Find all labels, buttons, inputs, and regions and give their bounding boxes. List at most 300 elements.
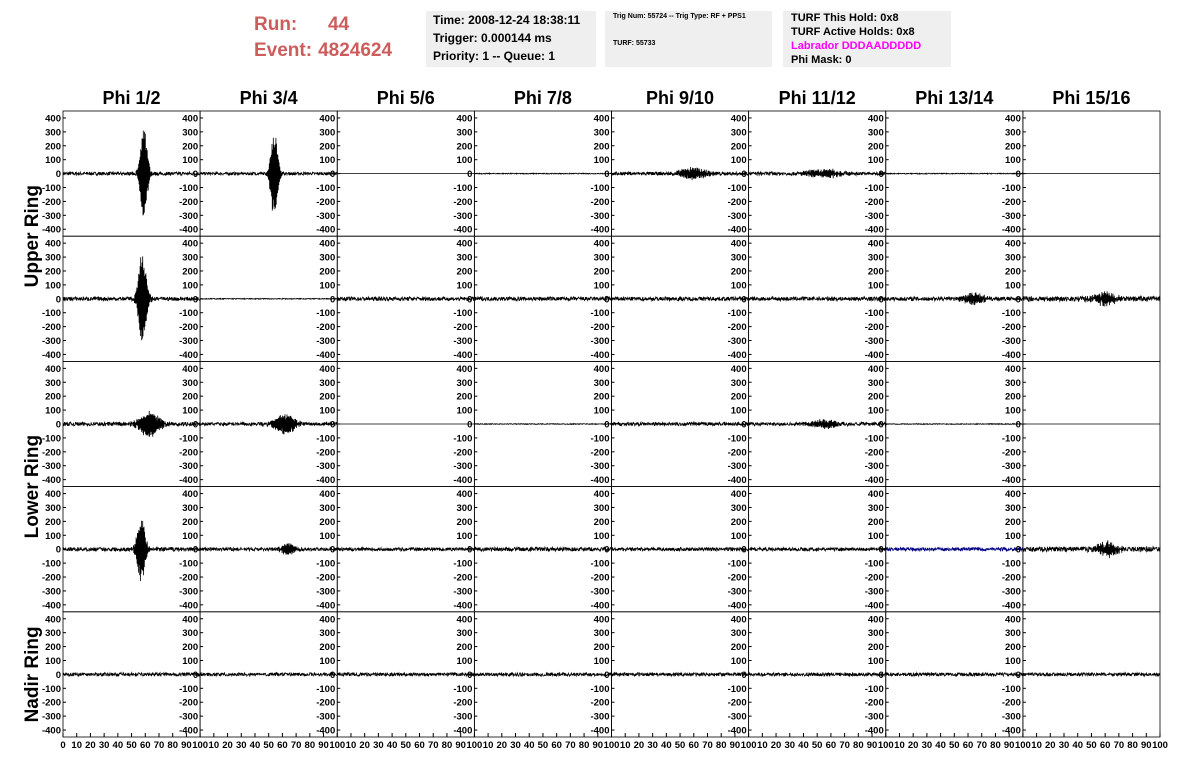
y-tick-label: 300 — [593, 127, 610, 139]
x-tick-label: 30 — [784, 740, 796, 751]
waveform-trace — [612, 167, 749, 180]
waveform-trace — [200, 414, 337, 434]
y-tick-label: -400 — [590, 224, 610, 236]
y-tick-label: -400 — [179, 475, 199, 487]
column-header: Phi 15/16 — [1052, 88, 1131, 108]
x-tick-label: 90 — [1140, 740, 1152, 751]
waveform-trace — [749, 673, 886, 676]
column-header: Phi 5/6 — [376, 88, 435, 108]
y-tick-label: 300 — [730, 628, 747, 640]
y-tick-label: 0 — [192, 419, 199, 431]
y-tick-label: -200 — [179, 196, 199, 208]
x-tick-label: 70 — [702, 740, 713, 751]
y-tick-label: 400 — [730, 614, 747, 626]
y-tick-label: -200 — [1001, 196, 1021, 208]
waveform-trace — [474, 673, 611, 676]
x-tick-label: 90 — [181, 740, 192, 751]
y-tick-label: -200 — [453, 322, 473, 334]
y-tick-label: 100 — [730, 155, 747, 167]
y-tick-label: 400 — [319, 363, 336, 375]
y-tick-label: 300 — [456, 628, 473, 640]
x-tick-label: 20 — [1045, 740, 1056, 751]
y-tick-label: -100 — [179, 433, 199, 445]
y-tick-label: -200 — [316, 322, 336, 334]
y-tick-label: 100 — [593, 155, 610, 167]
x-tick-label: 20 — [633, 740, 645, 751]
x-tick-label: 20 — [85, 740, 96, 751]
y-tick-label: 0 — [192, 294, 199, 306]
y-tick-label: -100 — [1001, 433, 1021, 445]
waveform-trace — [474, 547, 611, 551]
y-tick-label: 300 — [1005, 628, 1021, 640]
x-tick-label: 20 — [359, 740, 370, 751]
y-tick-label: 100 — [319, 155, 336, 167]
y-tick-label: -200 — [1001, 697, 1021, 709]
y-tick-label: 100 — [182, 155, 199, 167]
waveform-trace — [612, 548, 749, 551]
x-tick-label: 80 — [304, 740, 316, 751]
y-tick-label: 100 — [45, 655, 61, 667]
y-tick-label: 100 — [730, 655, 747, 667]
y-tick-label: 0 — [1015, 169, 1021, 181]
y-tick-label: 200 — [1005, 642, 1021, 654]
y-tick-label: 200 — [730, 266, 747, 278]
y-tick-label: 0 — [467, 169, 473, 181]
phi-mask-text: Phi Mask: 0 — [791, 54, 852, 66]
y-tick-label: 400 — [319, 113, 336, 125]
y-tick-label: 200 — [45, 391, 61, 403]
y-tick-label: 100 — [182, 655, 199, 667]
x-tick-label: 10 — [757, 740, 768, 751]
y-tick-label: -300 — [864, 586, 884, 598]
y-tick-label: -300 — [179, 586, 199, 598]
y-tick-label: 400 — [182, 489, 199, 501]
y-tick-label: 200 — [1005, 391, 1021, 403]
y-tick-label: 200 — [456, 642, 473, 654]
y-tick-label: 100 — [593, 530, 610, 542]
y-tick-label: 100 — [319, 530, 336, 542]
y-tick-label: 0 — [192, 669, 199, 681]
y-tick-label: 100 — [730, 280, 747, 292]
x-tick-label: 40 — [935, 740, 946, 751]
y-tick-label: 100 — [867, 405, 884, 417]
y-tick-label: -300 — [316, 336, 336, 348]
waveform-trace — [886, 292, 1023, 305]
y-tick-label: 100 — [182, 280, 199, 292]
y-tick-label: -100 — [1001, 183, 1021, 195]
x-tick-label: 90 — [1003, 740, 1015, 751]
y-tick-label: 400 — [456, 238, 473, 250]
x-tick-label: 100 — [603, 740, 620, 751]
x-tick-label: 100 — [1152, 740, 1168, 751]
y-tick-label: 400 — [456, 489, 473, 501]
x-tick-label: 100 — [877, 740, 894, 751]
y-tick-label: 400 — [456, 113, 473, 125]
y-tick-label: 0 — [741, 294, 747, 306]
y-tick-label: 200 — [730, 141, 747, 153]
y-tick-label: -400 — [41, 224, 61, 236]
x-tick-label: 80 — [441, 740, 453, 751]
y-tick-label: 400 — [867, 614, 884, 626]
y-tick-label: -300 — [727, 336, 747, 348]
y-tick-label: 0 — [1015, 669, 1021, 681]
y-tick-label: 0 — [878, 544, 884, 556]
y-tick-label: 0 — [55, 544, 61, 556]
x-tick-label: 80 — [167, 740, 178, 751]
y-tick-label: -300 — [453, 461, 473, 473]
y-tick-label: -400 — [1001, 349, 1021, 361]
y-tick-label: -400 — [453, 725, 473, 737]
y-tick-label: -100 — [453, 183, 473, 195]
y-tick-label: 300 — [1005, 502, 1021, 514]
y-tick-label: -400 — [41, 725, 61, 737]
y-tick-label: -100 — [727, 183, 747, 195]
y-tick-label: -100 — [590, 558, 610, 570]
y-tick-label: 0 — [329, 669, 336, 681]
y-tick-label: -200 — [590, 196, 610, 208]
x-tick-label: 80 — [578, 740, 590, 751]
y-tick-label: 300 — [45, 127, 61, 139]
ring-label: Upper Ring — [22, 185, 43, 288]
y-tick-label: -200 — [41, 697, 61, 709]
y-tick-label: -100 — [179, 183, 199, 195]
y-tick-label: 0 — [741, 169, 747, 181]
y-tick-label: 0 — [55, 669, 61, 681]
y-tick-label: 400 — [1005, 614, 1021, 626]
y-tick-label: -300 — [590, 336, 610, 348]
y-tick-label: -200 — [1001, 572, 1021, 584]
y-tick-label: 0 — [192, 544, 199, 556]
y-tick-label: 200 — [1005, 516, 1021, 528]
y-tick-label: -300 — [727, 461, 747, 473]
y-tick-label: -300 — [316, 586, 336, 598]
y-tick-label: 100 — [867, 530, 884, 542]
y-tick-label: 100 — [319, 405, 336, 417]
y-tick-label: -200 — [590, 322, 610, 334]
y-tick-label: -200 — [316, 697, 336, 709]
y-tick-label: 200 — [45, 516, 61, 528]
y-tick-label: -400 — [453, 600, 473, 612]
y-tick-label: -400 — [590, 475, 610, 487]
y-tick-label: 0 — [329, 294, 336, 306]
x-tick-label: 50 — [126, 740, 137, 751]
y-tick-label: 100 — [319, 280, 336, 292]
y-tick-label: 200 — [319, 516, 336, 528]
y-tick-label: -100 — [41, 183, 61, 195]
y-tick-label: 100 — [456, 405, 473, 417]
y-tick-label: 200 — [45, 642, 61, 654]
y-tick-label: -300 — [453, 210, 473, 222]
x-tick-label: 70 — [976, 740, 988, 751]
y-tick-label: 300 — [730, 502, 747, 514]
y-tick-label: 0 — [192, 169, 199, 181]
column-header: Phi 3/4 — [239, 88, 298, 108]
waveform-trace — [200, 543, 337, 555]
y-tick-label: -100 — [41, 433, 61, 445]
x-tick-label: 20 — [496, 740, 508, 751]
waveform-trace — [63, 673, 200, 676]
y-tick-label: 0 — [55, 169, 61, 181]
x-tick-label: 70 — [1113, 740, 1125, 751]
y-tick-label: 400 — [730, 363, 747, 375]
y-tick-label: -100 — [179, 308, 199, 320]
turf-num-text: TURF: 55733 — [613, 40, 656, 47]
column-header: Phi 7/8 — [513, 88, 572, 108]
y-tick-label: -200 — [590, 697, 610, 709]
y-tick-label: 100 — [45, 155, 61, 167]
y-tick-label: 0 — [604, 669, 610, 681]
y-tick-label: -100 — [41, 683, 61, 695]
y-tick-label: -400 — [727, 600, 747, 612]
y-tick-label: 100 — [319, 655, 336, 667]
waveform-trace — [612, 422, 749, 425]
y-tick-label: -300 — [864, 210, 884, 222]
y-tick-label: -100 — [1001, 558, 1021, 570]
x-tick-label: 90 — [318, 740, 329, 751]
y-tick-label: 100 — [730, 405, 747, 417]
y-tick-label: 300 — [593, 502, 610, 514]
column-header: Phi 11/12 — [778, 88, 856, 108]
y-tick-label: -100 — [727, 433, 747, 445]
y-tick-label: -400 — [453, 224, 473, 236]
y-tick-label: 200 — [45, 141, 61, 153]
waveform-trace — [474, 297, 611, 301]
y-tick-label: 300 — [593, 377, 610, 389]
trigger-text: Trigger: 0.000144 ms — [433, 31, 552, 45]
y-tick-label: -300 — [1001, 711, 1021, 723]
x-tick-label: 100 — [740, 740, 757, 751]
y-tick-label: -100 — [864, 558, 884, 570]
x-tick-label: 100 — [192, 740, 209, 751]
y-tick-label: -300 — [41, 336, 61, 348]
ring-label: Lower Ring — [22, 434, 43, 539]
y-tick-label: -200 — [453, 196, 473, 208]
x-tick-label: 30 — [1058, 740, 1070, 751]
y-tick-label: 300 — [1005, 377, 1021, 389]
y-tick-label: 400 — [867, 363, 884, 375]
y-tick-label: 400 — [1005, 363, 1021, 375]
x-tick-label: 30 — [373, 740, 384, 751]
y-tick-label: 0 — [741, 669, 747, 681]
y-tick-label: -200 — [453, 447, 473, 459]
y-tick-label: 300 — [456, 377, 473, 389]
y-tick-label: 400 — [593, 238, 610, 250]
y-tick-label: 0 — [1015, 419, 1021, 431]
y-tick-label: 200 — [730, 642, 747, 654]
y-tick-label: 300 — [182, 377, 199, 389]
column-header: Phi 9/10 — [646, 88, 715, 108]
y-tick-label: 0 — [467, 544, 473, 556]
waveform-trace — [200, 298, 337, 299]
y-tick-label: -200 — [864, 572, 884, 584]
y-tick-label: -400 — [864, 224, 884, 236]
y-tick-label: 100 — [867, 280, 884, 292]
y-tick-label: 200 — [182, 391, 199, 403]
y-tick-label: 200 — [593, 391, 610, 403]
y-tick-label: 300 — [319, 252, 336, 264]
x-tick-label: 30 — [98, 740, 110, 751]
y-tick-label: 200 — [867, 516, 884, 528]
y-tick-label: 0 — [878, 669, 884, 681]
y-tick-label: -100 — [316, 183, 336, 195]
y-tick-label: 300 — [730, 127, 747, 139]
x-tick-label: 40 — [112, 740, 124, 751]
x-tick-label: 60 — [825, 740, 837, 751]
x-tick-label: 70 — [565, 740, 576, 751]
trig-num-text: Trig Num: 55724 -- Trig Type: RF + PPS1 — [613, 13, 746, 20]
y-tick-label: 300 — [593, 628, 610, 640]
x-tick-label: 20 — [907, 740, 919, 751]
x-tick-label: 40 — [661, 740, 672, 751]
y-tick-label: 300 — [319, 377, 336, 389]
event-label: Event: — [254, 40, 313, 61]
y-tick-label: 100 — [45, 280, 61, 292]
y-tick-label: 100 — [593, 280, 610, 292]
y-tick-label: 100 — [456, 655, 473, 667]
y-tick-label: 400 — [730, 489, 747, 501]
y-tick-label: -300 — [864, 336, 884, 348]
y-tick-label: -100 — [316, 558, 336, 570]
x-tick-label: 30 — [235, 740, 247, 751]
y-tick-label: -400 — [453, 349, 473, 361]
x-tick-label: 40 — [386, 740, 398, 751]
y-tick-label: 200 — [593, 516, 610, 528]
x-tick-label: 100 — [466, 740, 483, 751]
y-tick-label: -400 — [864, 475, 884, 487]
y-tick-label: 400 — [1005, 238, 1021, 250]
y-tick-label: 0 — [467, 419, 473, 431]
y-tick-label: 200 — [593, 642, 610, 654]
y-tick-label: -300 — [453, 586, 473, 598]
y-tick-label: 400 — [319, 614, 336, 626]
y-tick-label: -400 — [316, 224, 336, 236]
y-tick-label: -300 — [453, 711, 473, 723]
y-tick-label: -400 — [453, 475, 473, 487]
y-tick-label: 300 — [45, 377, 61, 389]
y-tick-label: 100 — [182, 530, 199, 542]
y-tick-label: -200 — [179, 447, 199, 459]
event-value: 4824624 — [318, 40, 393, 61]
y-tick-label: 100 — [593, 655, 610, 667]
waveform-trace — [612, 673, 749, 676]
x-tick-label: 70 — [290, 740, 302, 751]
y-tick-label: 200 — [45, 266, 61, 278]
y-tick-label: 400 — [182, 614, 199, 626]
y-tick-label: -100 — [727, 558, 747, 570]
x-tick-label: 10 — [345, 740, 357, 751]
y-tick-label: 0 — [467, 669, 473, 681]
y-tick-label: 400 — [182, 238, 199, 250]
y-tick-label: 300 — [45, 502, 61, 514]
y-tick-label: 200 — [319, 391, 336, 403]
y-tick-label: -200 — [590, 572, 610, 584]
y-tick-label: -100 — [864, 683, 884, 695]
x-tick-label: 70 — [153, 740, 165, 751]
y-tick-label: -300 — [179, 461, 199, 473]
y-tick-label: 400 — [1005, 113, 1021, 125]
waveform-trace — [886, 424, 1023, 425]
y-tick-label: 400 — [182, 113, 199, 125]
y-tick-label: -200 — [316, 447, 336, 459]
waveform-trace — [337, 297, 474, 301]
y-tick-label: 100 — [1005, 405, 1021, 417]
x-tick-label: 10 — [894, 740, 905, 751]
x-tick-label: 10 — [71, 740, 83, 751]
y-tick-label: -300 — [1001, 586, 1021, 598]
y-tick-label: -200 — [1001, 447, 1021, 459]
x-tick-label: 40 — [1072, 740, 1084, 751]
y-tick-label: 100 — [45, 405, 61, 417]
y-tick-label: 0 — [604, 544, 610, 556]
y-tick-label: -200 — [727, 697, 747, 709]
waveform-trace — [337, 548, 474, 551]
y-tick-label: 100 — [1005, 655, 1021, 667]
y-tick-label: 400 — [45, 363, 61, 375]
waveform-trace — [749, 419, 886, 429]
y-tick-label: -400 — [864, 725, 884, 737]
y-tick-label: -300 — [179, 336, 199, 348]
y-tick-label: -300 — [727, 210, 747, 222]
y-tick-label: 300 — [867, 502, 884, 514]
y-tick-label: 300 — [319, 628, 336, 640]
y-tick-label: 400 — [867, 489, 884, 501]
y-tick-label: 400 — [593, 614, 610, 626]
y-tick-label: 300 — [730, 252, 747, 264]
y-tick-label: 400 — [45, 238, 61, 250]
y-tick-label: 200 — [867, 266, 884, 278]
run-label: Run: — [254, 14, 298, 35]
x-tick-label: 60 — [139, 740, 151, 751]
x-tick-label: 50 — [949, 740, 960, 751]
waveform-trace — [886, 173, 1023, 174]
y-tick-label: 200 — [867, 391, 884, 403]
y-tick-label: -100 — [864, 308, 884, 320]
y-tick-label: 100 — [456, 530, 473, 542]
y-tick-label: -200 — [864, 447, 884, 459]
y-tick-label: -300 — [590, 586, 610, 598]
y-tick-label: -400 — [316, 349, 336, 361]
y-tick-label: -400 — [41, 600, 61, 612]
y-tick-label: -400 — [179, 600, 199, 612]
y-tick-label: -200 — [864, 196, 884, 208]
y-tick-label: -200 — [316, 196, 336, 208]
y-tick-label: -100 — [590, 433, 610, 445]
y-tick-label: 400 — [730, 238, 747, 250]
waveform-trace — [474, 173, 611, 174]
y-tick-label: 0 — [467, 294, 473, 306]
x-tick-label: 50 — [537, 740, 549, 751]
y-tick-label: 100 — [182, 405, 199, 417]
y-tick-label: 200 — [319, 642, 336, 654]
y-tick-label: 400 — [45, 614, 61, 626]
y-tick-label: -100 — [316, 308, 336, 320]
waveform-trace — [886, 673, 1023, 676]
y-tick-label: 400 — [730, 113, 747, 125]
y-tick-label: 100 — [1005, 280, 1021, 292]
y-tick-label: 100 — [593, 405, 610, 417]
y-tick-label: 400 — [867, 113, 884, 125]
x-tick-label: 60 — [962, 740, 974, 751]
y-tick-label: 200 — [1005, 141, 1021, 153]
y-tick-label: 100 — [456, 280, 473, 292]
y-tick-label: -200 — [41, 447, 61, 459]
y-tick-label: 200 — [456, 391, 473, 403]
y-tick-label: 200 — [456, 141, 473, 153]
x-tick-label: 10 — [619, 740, 631, 751]
run-value: 44 — [328, 14, 350, 35]
y-tick-label: 300 — [456, 127, 473, 139]
y-tick-label: -300 — [316, 711, 336, 723]
